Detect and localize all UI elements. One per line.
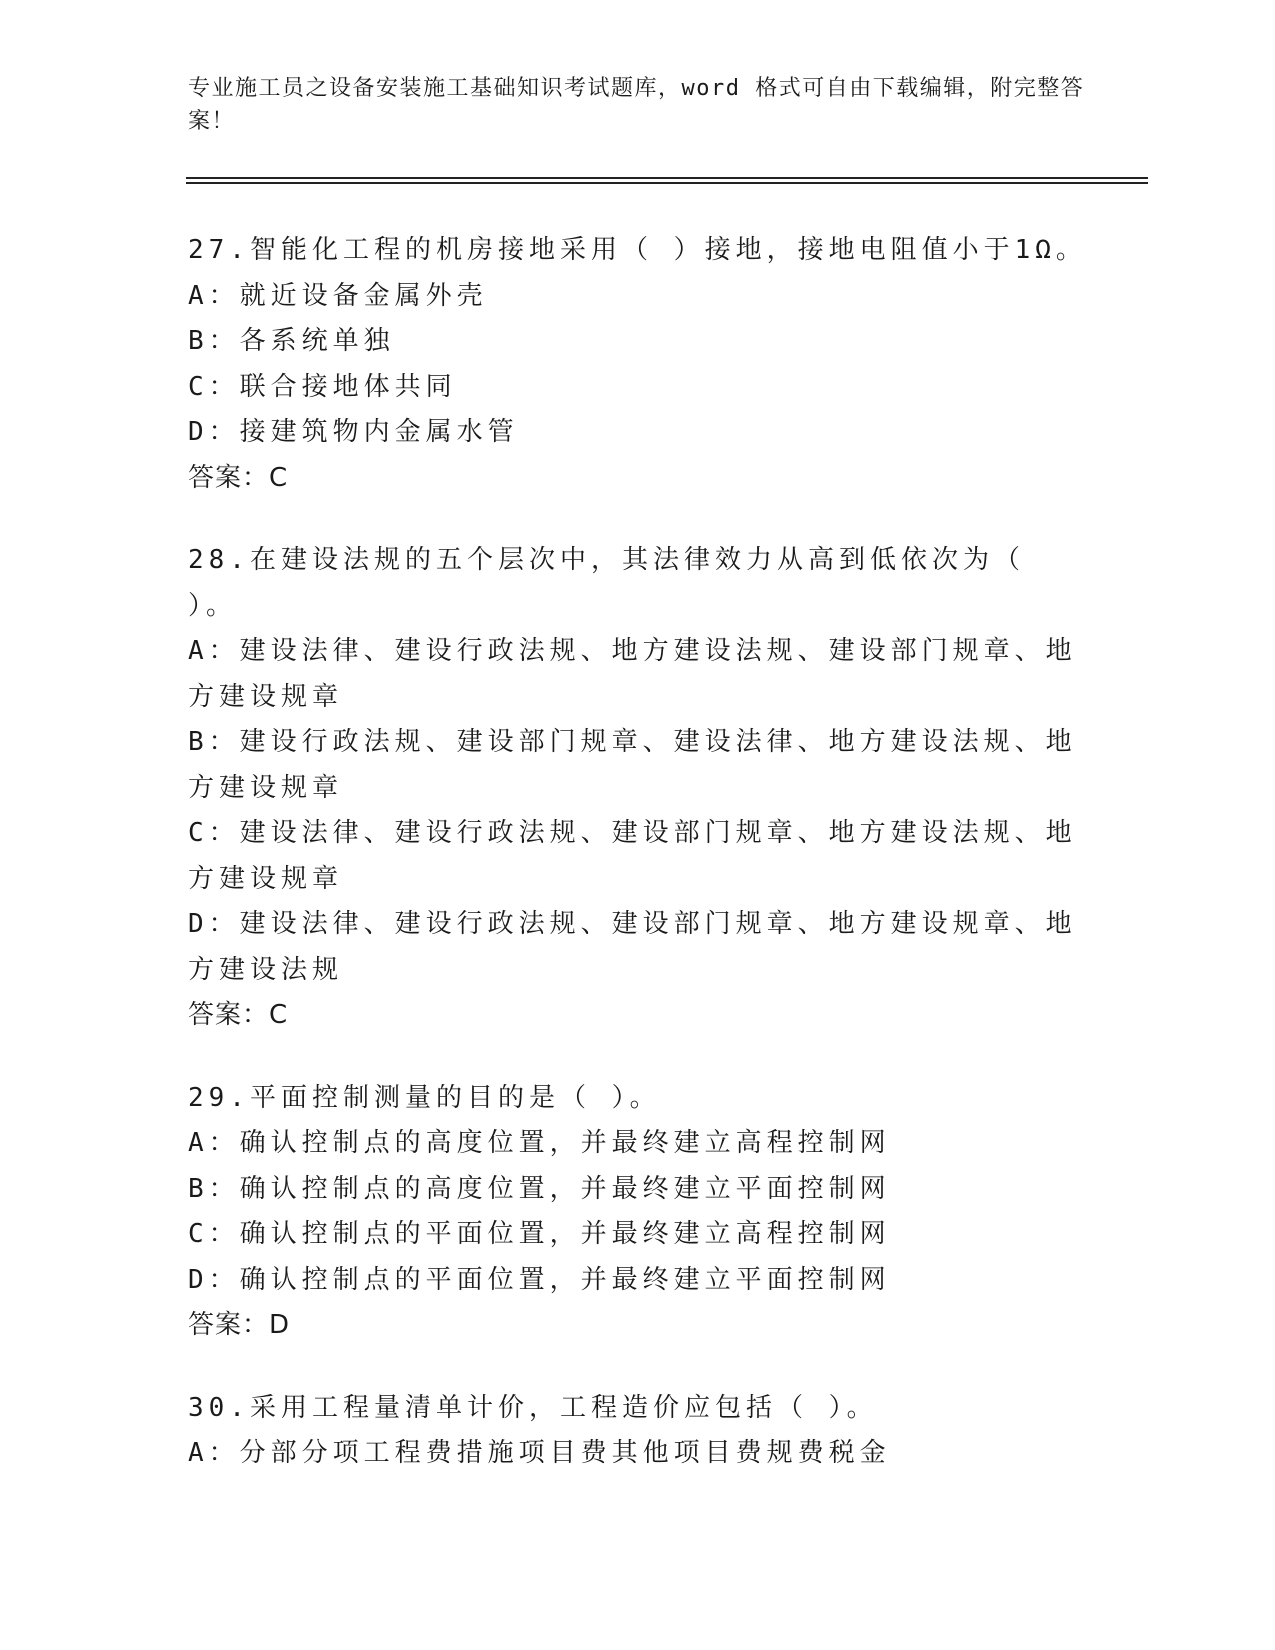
header-rule-bottom — [186, 182, 1148, 184]
option-a: A：确认控制点的高度位置，并最终建立高程控制网 — [188, 1128, 891, 1158]
option-b: B：建设行政法规、建设部门规章、建设法律、地方建设法规、地方建设规章 — [188, 727, 1077, 803]
option-a: A：就近设备金属外壳 — [188, 280, 488, 311]
question-28 — [188, 538, 1088, 1039]
question-stem: 29.平面控制测量的目的是（ ）。 — [188, 1082, 661, 1113]
question-29 — [188, 1076, 1088, 1349]
option-c: C：建设法律、建设行政法规、建设部门规章、地方建设法规、地方建设规章 — [188, 818, 1077, 894]
question-list — [188, 228, 1088, 1514]
option-b: B：确认控制点的高度位置，并最终建立平面控制网 — [188, 1173, 891, 1204]
answer-text: 答案：C — [188, 1000, 289, 1030]
option-c: C：确认控制点的平面位置，并最终建立高程控制网 — [188, 1219, 891, 1249]
option-b: B：各系统单独 — [188, 326, 395, 356]
question-stem: 30.采用工程量清单计价，工程造价应包括（ ）。 — [188, 1392, 878, 1423]
question-27 — [188, 228, 1088, 501]
question-stem: 28.在建设法规的五个层次中，其法律效力从高到低依次为（ ）。 — [188, 545, 1025, 621]
document-header: 专业施工员之设备安装施工基础知识考试题库，word 格式可自由下载编辑，附完整答案！ — [188, 76, 1085, 134]
option-a: A：分部分项工程费措施项目费其他项目费规费税金 — [188, 1438, 891, 1468]
question-stem: 27.智能化工程的机房接地采用（ ）接地，接地电阻值小于1Ω。 — [188, 235, 1087, 265]
answer-text: 答案：D — [188, 1310, 291, 1340]
option-d: D：接建筑物内金属水管 — [188, 417, 519, 447]
option-d: D：确认控制点的平面位置，并最终建立平面控制网 — [188, 1264, 891, 1295]
question-30 — [188, 1386, 1088, 1477]
header-rule-top — [186, 177, 1148, 179]
option-d: D：建设法律、建设行政法规、建设部门规章、地方建设规章、地方建设法规 — [188, 909, 1077, 985]
option-c: C：联合接地体共同 — [188, 371, 457, 402]
answer-text: 答案：C — [188, 462, 289, 493]
option-a: A：建设法律、建设行政法规、地方建设法规、建设部门规章、地方建设规章 — [188, 636, 1077, 712]
